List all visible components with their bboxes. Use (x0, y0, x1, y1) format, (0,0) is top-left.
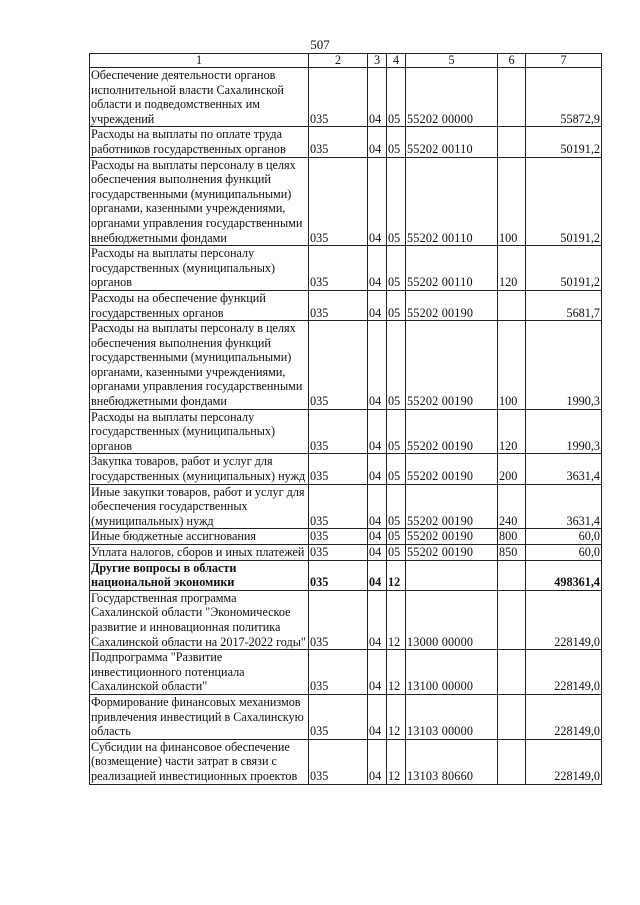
row-grbs: 035 (309, 246, 368, 291)
row-amount: 55872,9 (526, 68, 602, 127)
row-expense-type (498, 560, 526, 590)
row-expense-type (498, 290, 526, 320)
table-row (90, 590, 602, 649)
row-grbs: 035 (309, 590, 368, 649)
row-subsection: 12 (387, 590, 406, 649)
row-name: Обеспечение деятельности органов исполнительной власти Сахалинской области и подведомственных им учреждений (90, 68, 309, 127)
row-subsection: 12 (387, 560, 406, 590)
row-subsection: 12 (387, 739, 406, 784)
row-name: Расходы на выплаты по оплате труда работников государственных органов (90, 127, 309, 157)
row-section: 04 (368, 290, 387, 320)
row-target-article: 13103 00000 (406, 694, 498, 739)
row-name: Расходы на выплаты персоналу в целях обеспечения выполнения функций государственными (муниципальными) органами, казенными учреждениями, органами управления государственными внебюджетными фондами (90, 321, 309, 410)
table-row (90, 321, 602, 410)
column-header: 1 (90, 54, 309, 68)
row-target-article: 55202 00190 (406, 529, 498, 545)
row-section: 04 (368, 454, 387, 484)
row-section: 04 (368, 545, 387, 561)
row-target-article: 55202 00190 (406, 321, 498, 410)
row-target-article: 55202 00110 (406, 157, 498, 246)
row-target-article: 55202 00190 (406, 484, 498, 529)
row-name: Расходы на обеспечение функций государственных органов (90, 290, 309, 320)
row-amount: 50191,2 (526, 127, 602, 157)
row-expense-type: 850 (498, 545, 526, 561)
row-grbs: 035 (309, 127, 368, 157)
row-amount: 50191,2 (526, 246, 602, 291)
row-target-article: 55202 00190 (406, 454, 498, 484)
row-name: Формирование финансовых механизмов привлечения инвестиций в Сахалинскую область (90, 694, 309, 739)
table-row (90, 529, 602, 545)
row-expense-type: 100 (498, 321, 526, 410)
row-name: Расходы на выплаты персоналу государственных (муниципальных) органов (90, 246, 309, 291)
row-subsection: 05 (387, 68, 406, 127)
row-grbs: 035 (309, 529, 368, 545)
row-amount: 1990,3 (526, 409, 602, 454)
row-subsection: 05 (387, 157, 406, 246)
row-section: 04 (368, 739, 387, 784)
row-expense-type (498, 694, 526, 739)
column-header: 4 (387, 54, 406, 68)
row-subsection: 05 (387, 409, 406, 454)
row-target-article: 55202 00190 (406, 290, 498, 320)
row-section: 04 (368, 650, 387, 695)
row-target-article: 55202 00190 (406, 409, 498, 454)
row-amount: 228149,0 (526, 590, 602, 649)
row-section: 04 (368, 127, 387, 157)
row-grbs: 035 (309, 454, 368, 484)
row-target-article: 55202 00110 (406, 246, 498, 291)
row-grbs: 035 (309, 409, 368, 454)
row-expense-type (498, 127, 526, 157)
table-row (90, 454, 602, 484)
row-expense-type: 240 (498, 484, 526, 529)
row-expense-type: 120 (498, 246, 526, 291)
column-header: 2 (309, 54, 368, 68)
row-name: Уплата налогов, сборов и иных платежей (90, 545, 309, 561)
row-name: Иные закупки товаров, работ и услуг для обеспечения государственных (муниципальных) нужд (90, 484, 309, 529)
row-section: 04 (368, 409, 387, 454)
row-section: 04 (368, 560, 387, 590)
row-grbs: 035 (309, 694, 368, 739)
row-name: Иные бюджетные ассигнования (90, 529, 309, 545)
table-row (90, 739, 602, 784)
row-grbs: 035 (309, 321, 368, 410)
row-section: 04 (368, 694, 387, 739)
row-target-article: 55202 00190 (406, 545, 498, 561)
row-grbs: 035 (309, 290, 368, 320)
table-row (90, 560, 602, 590)
row-amount: 498361,4 (526, 560, 602, 590)
row-expense-type: 200 (498, 454, 526, 484)
row-amount: 3631,4 (526, 484, 602, 529)
row-target-article: 55202 00110 (406, 127, 498, 157)
row-section: 04 (368, 484, 387, 529)
table-row (90, 650, 602, 695)
table-row (90, 127, 602, 157)
row-subsection: 05 (387, 290, 406, 320)
row-subsection: 05 (387, 529, 406, 545)
table-row (90, 246, 602, 291)
table-body (90, 68, 602, 785)
row-section: 04 (368, 157, 387, 246)
row-section: 04 (368, 68, 387, 127)
row-expense-type: 100 (498, 157, 526, 246)
row-expense-type: 120 (498, 409, 526, 454)
row-target-article: 13100 00000 (406, 650, 498, 695)
row-expense-type: 800 (498, 529, 526, 545)
row-expense-type (498, 590, 526, 649)
page-number: 507 (310, 37, 330, 52)
row-section: 04 (368, 321, 387, 410)
row-grbs: 035 (309, 545, 368, 561)
column-header: 5 (406, 54, 498, 68)
row-amount: 60,0 (526, 529, 602, 545)
row-target-article: 13000 00000 (406, 590, 498, 649)
row-expense-type (498, 68, 526, 127)
table-row (90, 484, 602, 529)
row-name: Субсидии на финансовое обеспечение (возмещение) части затрат в связи с реализацией инвестиционных проектов (90, 739, 309, 784)
row-amount: 228149,0 (526, 694, 602, 739)
row-amount: 60,0 (526, 545, 602, 561)
row-subsection: 12 (387, 694, 406, 739)
row-target-article: 55202 00000 (406, 68, 498, 127)
table-row (90, 68, 602, 127)
row-grbs: 035 (309, 484, 368, 529)
row-grbs: 035 (309, 68, 368, 127)
row-grbs: 035 (309, 560, 368, 590)
budget-table (89, 53, 602, 785)
row-expense-type (498, 650, 526, 695)
table-row (90, 290, 602, 320)
row-subsection: 05 (387, 321, 406, 410)
row-name: Расходы на выплаты персоналу государственных (муниципальных) органов (90, 409, 309, 454)
table-row (90, 157, 602, 246)
column-header: 3 (368, 54, 387, 68)
row-section: 04 (368, 590, 387, 649)
row-amount: 1990,3 (526, 321, 602, 410)
row-grbs: 035 (309, 739, 368, 784)
row-amount: 3631,4 (526, 454, 602, 484)
row-name: Расходы на выплаты персоналу в целях обеспечения выполнения функций государственными (муниципальными) органами, казенными учреждениями, органами управления государственными внебюджетными фондами (90, 157, 309, 246)
table-row (90, 409, 602, 454)
row-name: Закупка товаров, работ и услуг для государственных (муниципальных) нужд (90, 454, 309, 484)
column-header: 7 (526, 54, 602, 68)
row-section: 04 (368, 246, 387, 291)
row-subsection: 05 (387, 454, 406, 484)
row-amount: 228149,0 (526, 739, 602, 784)
row-subsection: 12 (387, 650, 406, 695)
row-subsection: 05 (387, 127, 406, 157)
row-subsection: 05 (387, 484, 406, 529)
row-name: Другие вопросы в области национальной экономики (90, 560, 309, 590)
row-grbs: 035 (309, 157, 368, 246)
row-amount: 50191,2 (526, 157, 602, 246)
row-section: 04 (368, 529, 387, 545)
row-target-article (406, 560, 498, 590)
row-amount: 228149,0 (526, 650, 602, 695)
row-name: Государственная программа Сахалинской области "Экономическое развитие и инновационная политика Сахалинской области на 2017-2022 годы" (90, 590, 309, 649)
column-header: 6 (498, 54, 526, 68)
table-row (90, 545, 602, 561)
row-target-article: 13103 80660 (406, 739, 498, 784)
row-amount: 5681,7 (526, 290, 602, 320)
row-expense-type (498, 739, 526, 784)
table-row (90, 694, 602, 739)
row-name: Подпрограмма "Развитие инвестиционного потенциала Сахалинской области" (90, 650, 309, 695)
row-subsection: 05 (387, 246, 406, 291)
row-subsection: 05 (387, 545, 406, 561)
column-number-row (90, 54, 602, 68)
row-grbs: 035 (309, 650, 368, 695)
